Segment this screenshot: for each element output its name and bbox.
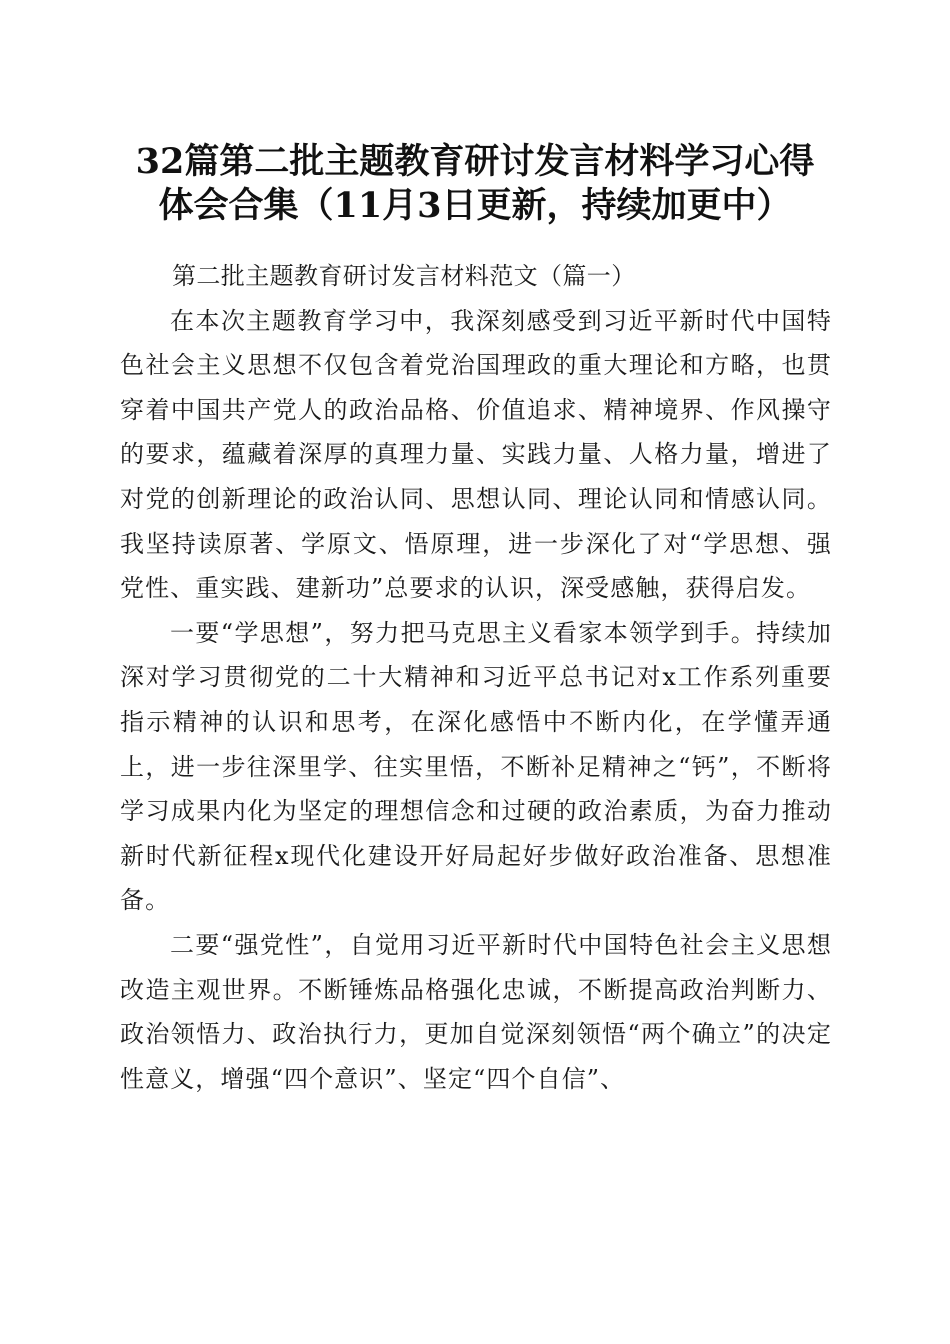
body-paragraph-3: 二要“强党性”，自觉用习近平新时代中国特色社会主义思想改造主观世界。不断锤炼品格强化忠诚，不断提高政治判断力、政治领悟力、政治执行力，更加自觉深刻领悟“两个确立”的决定性意义，增强“四个意识”、坚定“四个自信”、 [120,930,832,1093]
title-line-1: 32篇第二批主题教育研讨发言材料学习心得 [135,141,815,182]
section-subheading: 第二批主题教育研讨发言材料范文（篇一） [172,262,636,290]
document-title [100,140,850,228]
document-body [120,254,832,1101]
body-paragraph-2: 一要“学思想”，努力把马克思主义看家本领学到手。持续加深对学习贯彻党的二十大精神和习近平总书记对x工作系列重要指示精神的认识和思考，在深化感悟中不断内化，在学懂弄通上，进一步往深里学、往实里悟，不断补足精神之“钙”，不断将学习成果内化为坚定的理想信念和过硬的政治素质，为奋力推动新时代新征程x现代化建设开好局起好步做好政治准备、思想准备。 [120,618,832,915]
title-line-2: 体会合集（11月3日更新，持续加更中） [158,185,792,226]
body-paragraph-1: 在本次主题教育学习中，我深刻感受到习近平新时代中国特色社会主义思想不仅包含着党治国理政的重大理论和方略，也贯穿着中国共产党人的政治品格、价值追求、精神境界、作风操守的要求，蕴藏着深厚的真理力量、实践力量、人格力量，增进了对党的创新理论的政治认同、思想认同、理论认同和情感认同。我坚持读原著、学原文、悟原理，进一步深化了对“学思想、强党性、重实践、建新功”总要求的认识，深受感触，获得启发。 [120,306,832,603]
